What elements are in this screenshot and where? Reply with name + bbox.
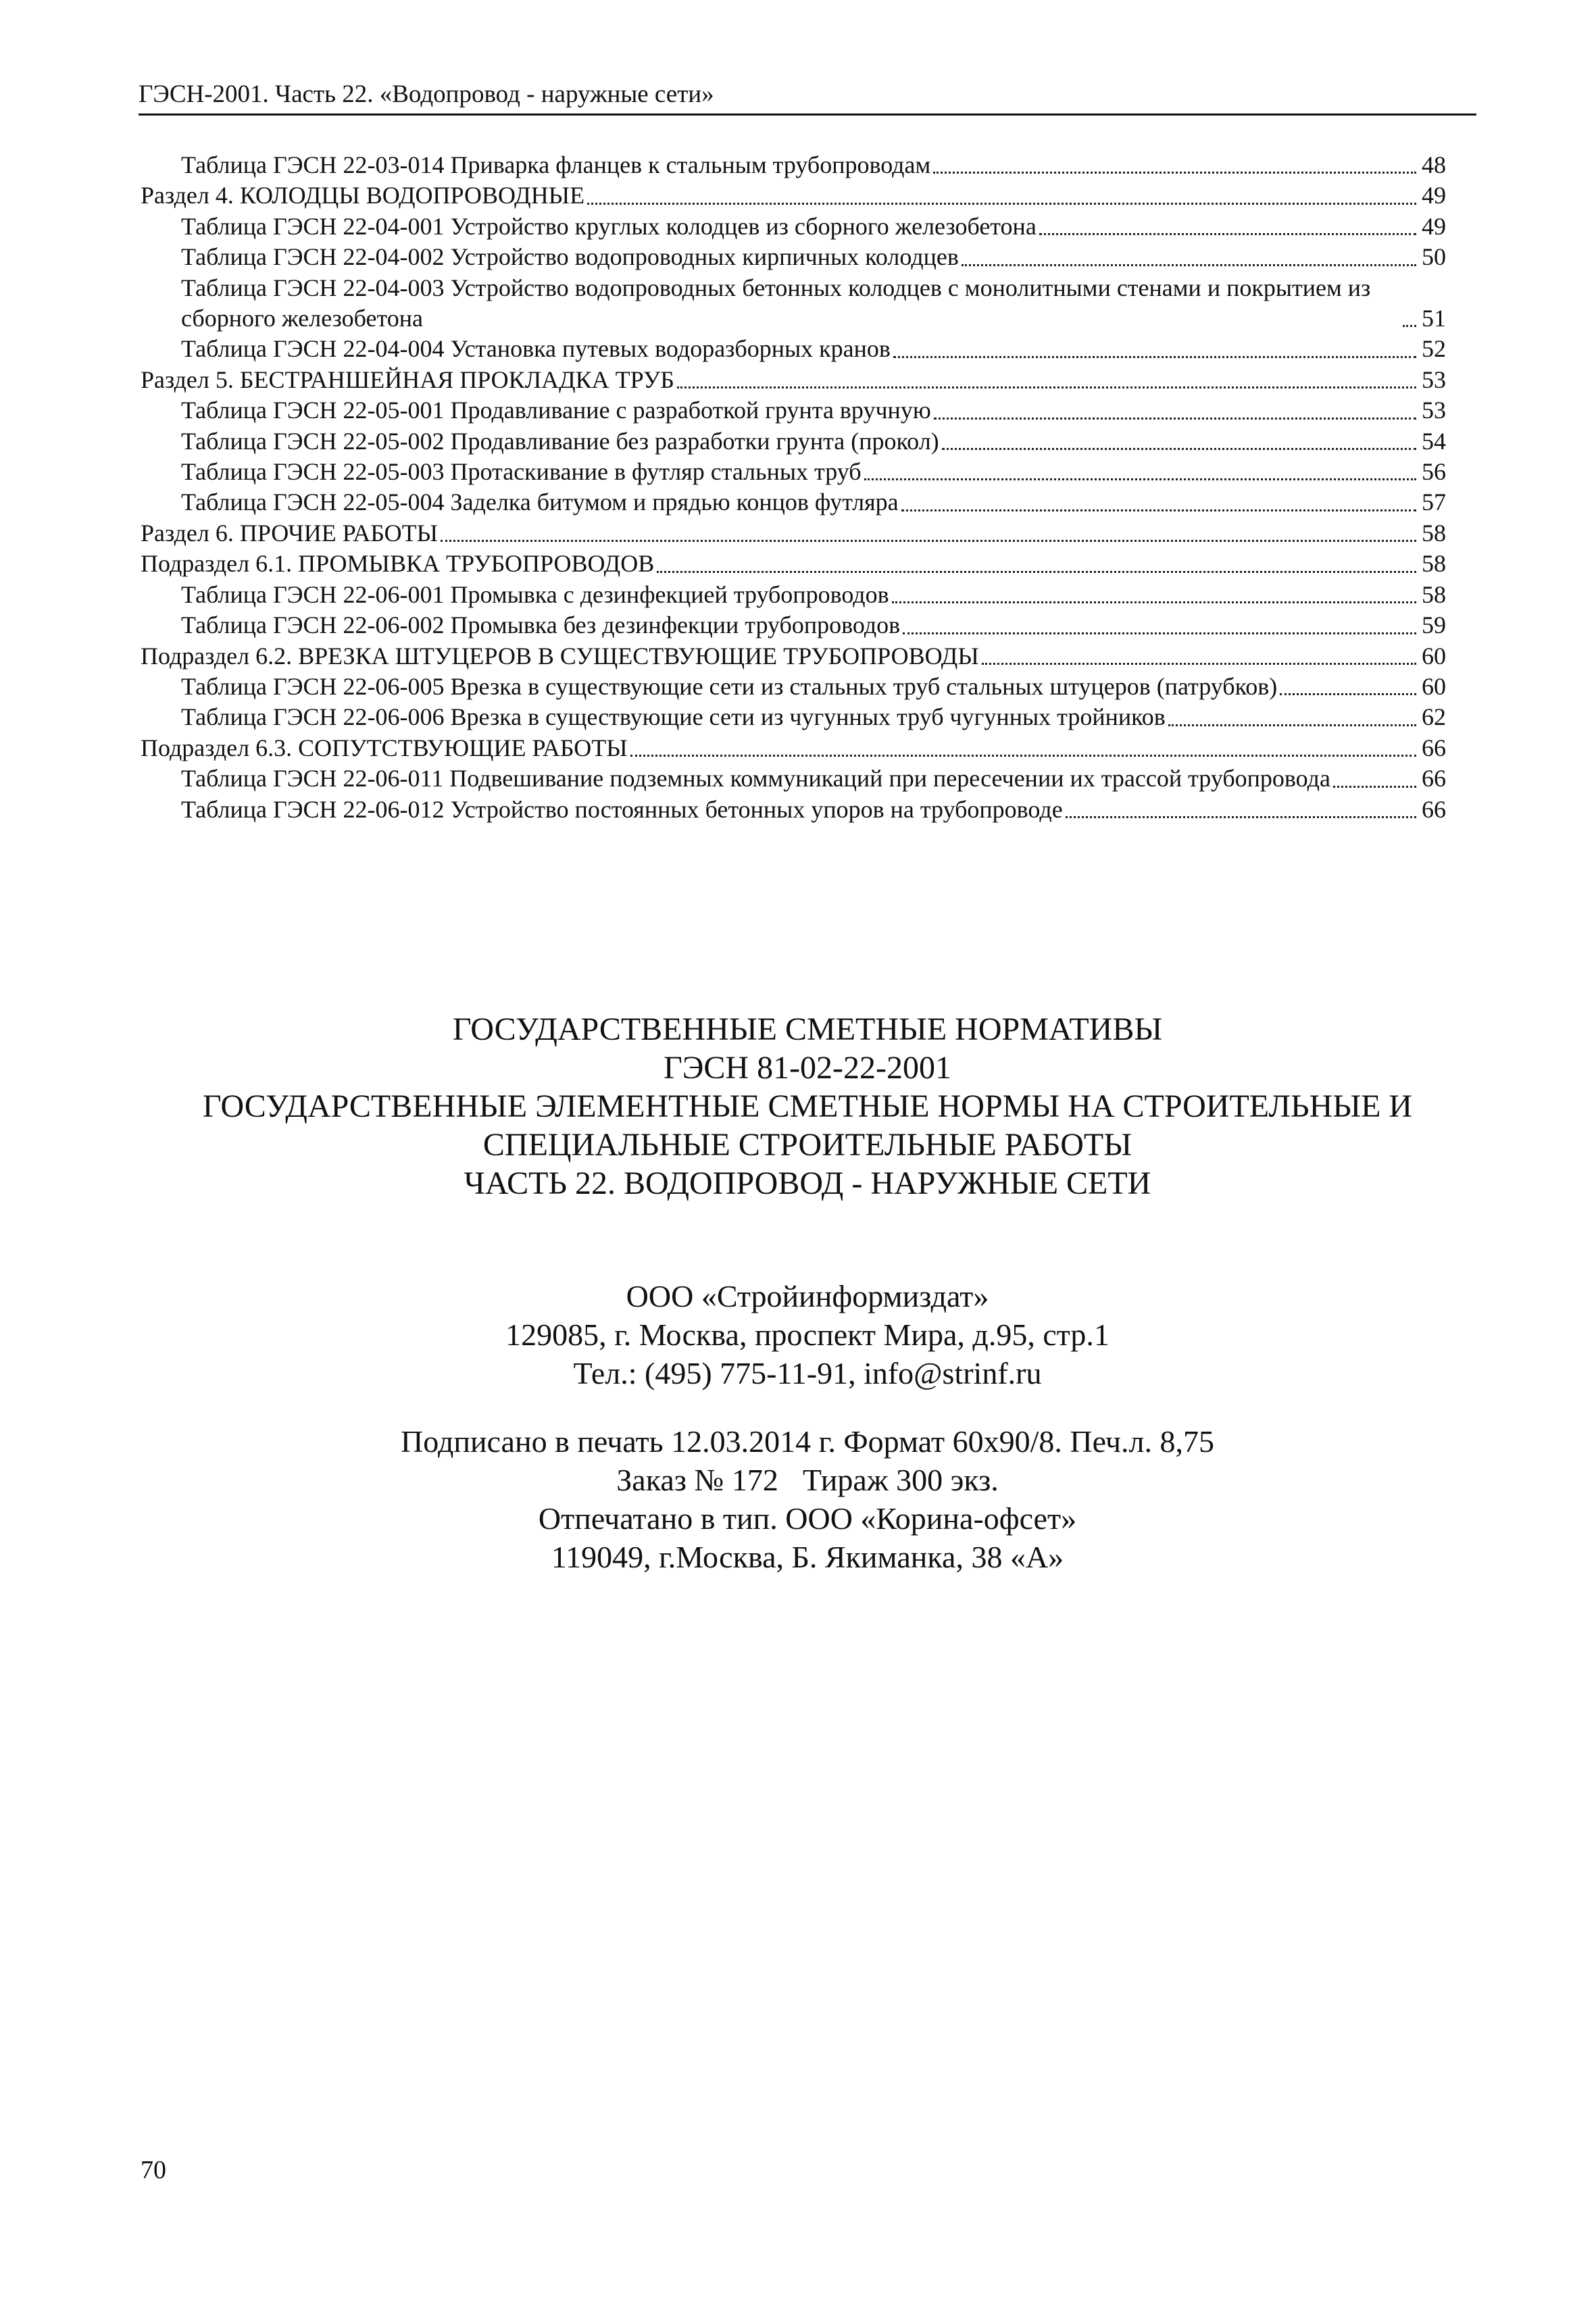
running-header: ГЭСН-2001. Часть 22. «Водопровод - наружные сети» [139,80,714,108]
toc-entry-title: Раздел 5. БЕСТРАНШЕЙНАЯ ПРОКЛАДКА ТРУБ [141,366,674,393]
toc-entry-title: Подраздел 6.1. ПРОМЫВКА ТРУБОПРОВОДОВ [141,550,655,578]
toc-entry [141,242,1446,272]
toc-entry-title: Таблица ГЭСН 22-04-002 Устройство водопроводных кирпичных колодцев [181,243,959,271]
toc-entry-page: 66 [1422,734,1446,761]
toc-dot-leader [933,172,1416,174]
toc-dot-leader [441,540,1416,542]
toc-entry [141,334,1446,364]
toc-dot-leader [587,203,1416,205]
toc-entry-page: 66 [1422,765,1446,793]
toc-entry-page: 59 [1422,611,1446,639]
toc-entry-title: Таблица ГЭСН 22-06-001 Промывка с дезинфекцией трубопроводов [181,580,889,608]
toc-entry-page: 49 [1422,182,1446,209]
toc-entry [141,641,1446,672]
publisher-contacts: Тел.: (495) 775-11-91, info@strinf.ru [573,1356,1042,1390]
imprint-circulation: Тираж 300 экз. [802,1463,999,1497]
toc-dot-leader [677,386,1416,388]
toc-entry [141,610,1446,640]
toc-entry-title: Таблица ГЭСН 22-04-003 Устройство водопроводных бетонных колодцев с монолитными стенами и покрытием из сборного железобетона [181,274,1371,332]
imprint-printer: Отпечатано в тип. ООО «Корина-офсет» [538,1501,1077,1536]
toc-entry-title: Таблица ГЭСН 22-03-014 Приварка фланцев к стальным трубопроводам [181,151,931,178]
imprint-signed: Подписано в печать 12.03.2014 г. Формат 60х90/8. Печ.л. 8,75 [401,1424,1214,1459]
toc-entry-title: Таблица ГЭСН 22-06-006 Врезка в существующие сети из чугунных труб чугунных тройников [181,703,1166,731]
toc-entry-title: Таблица ГЭСН 22-05-001 Продавливание с разработкой грунта вручную [181,397,931,424]
toc-entry [141,549,1446,579]
toc-entry-title: Раздел 6. ПРОЧИЕ РАБОТЫ [141,519,438,547]
toc-entry-title: Таблица ГЭСН 22-06-002 Промывка без дезинфекции трубопроводов [181,611,901,639]
imprint-printer-address: 119049, г.Москва, Б. Якиманка, 38 «А» [551,1540,1064,1574]
toc-dot-leader [901,509,1416,511]
toc-entry-page: 53 [1422,397,1446,424]
toc-dot-leader [1280,693,1416,695]
toc-entry-page: 53 [1422,366,1446,393]
toc-dot-leader [1039,233,1416,235]
toc-entry-page: 66 [1422,795,1446,823]
title-line: СПЕЦИАЛЬНЫЕ СТРОИТЕЛЬНЫЕ РАБОТЫ [482,1127,1132,1163]
toc-entry [141,365,1446,395]
toc-entry [141,395,1446,426]
toc-entry-title: Таблица ГЭСН 22-06-005 Врезка в существующие сети из стальных труб стальных штуцеров (патрубков) [181,672,1278,700]
toc-entry-title: Таблица ГЭСН 22-06-011 Подвешивание подземных коммуникаций при пересечении их трассой трубопровода [181,765,1330,793]
toc-entry [141,702,1446,732]
toc-entry-title: Таблица ГЭСН 22-05-003 Протаскивание в футляр стальных труб [181,458,862,486]
toc-dot-leader [962,264,1416,266]
toc-dot-leader [1066,816,1416,818]
toc-dot-leader [1168,724,1416,726]
imprint-order: Заказ № 172 [616,1463,778,1497]
toc-entry-page: 60 [1422,642,1446,670]
imprint-block [139,1422,1476,1576]
toc-dot-leader [1403,325,1416,327]
toc-entry [141,426,1446,457]
toc-entry-page: 58 [1422,519,1446,547]
toc-dot-leader [864,478,1416,480]
toc-entry-title: Подраздел 6.3. СОПУТСТВУЮЩИЕ РАБОТЫ [141,734,628,761]
toc-entry [141,487,1446,518]
toc-entry-page: 57 [1422,488,1446,516]
publisher-address: 129085, г. Москва, проспект Мира, д.95, стр.1 [505,1317,1109,1352]
toc-entry-title: Раздел 4. КОЛОДЦЫ ВОДОПРОВОДНЫЕ [141,182,585,209]
toc-entry-page: 48 [1422,151,1446,178]
page-number: 70 [141,2156,166,2184]
title-line: ГЭСН 81-02-22-2001 [663,1050,952,1086]
title-block [139,1010,1476,1203]
toc-entry-page: 56 [1422,458,1446,486]
toc-entry [141,150,1446,180]
toc-entry-title: Таблица ГЭСН 22-05-004 Заделка битумом и прядью концов футляра [181,488,899,516]
imprint-order-line [139,1461,1476,1499]
toc-entry-title: Таблица ГЭСН 22-05-002 Продавливание без разработки грунта (прокол) [181,427,939,455]
publisher-name: ООО «Стройинформиздат» [626,1279,989,1313]
toc-entry [141,672,1446,702]
toc-entry [141,763,1446,794]
title-line: ГОСУДАРСТВЕННЫЕ ЭЛЕМЕНТНЫЕ СМЕТНЫЕ НОРМЫ НА СТРОИТЕЛЬНЫЕ И [202,1088,1413,1124]
title-line: ГОСУДАРСТВЕННЫЕ СМЕТНЫЕ НОРМАТИВЫ [452,1011,1163,1047]
toc-dot-leader [1333,786,1416,788]
toc-entry [141,795,1446,825]
toc-dot-leader [982,663,1416,665]
toc-entry-page: 52 [1422,335,1446,363]
table-of-contents [141,150,1446,825]
toc-entry [141,518,1446,549]
publisher-block [139,1277,1476,1392]
toc-dot-leader [934,418,1416,420]
toc-entry-title: Подраздел 6.2. ВРЕЗКА ШТУЦЕРОВ В СУЩЕСТВУЮЩИЕ ТРУБОПРОВОДЫ [141,642,979,670]
toc-dot-leader [657,571,1416,573]
toc-dot-leader [893,356,1416,358]
toc-entry-page: 49 [1422,212,1446,240]
toc-entry [141,457,1446,487]
toc-dot-leader [892,601,1416,603]
toc-entry-page: 58 [1422,580,1446,608]
toc-dot-leader [942,448,1416,450]
toc-entry-page: 54 [1422,427,1446,455]
toc-entry [141,733,1446,763]
toc-entry-page: 51 [1422,305,1446,332]
toc-entry-page: 50 [1422,243,1446,271]
toc-entry-page: 58 [1422,550,1446,578]
toc-entry [141,580,1446,610]
toc-entry-title: Таблица ГЭСН 22-06-012 Устройство постоянных бетонных упоров на трубопроводе [181,795,1063,823]
toc-entry-page: 62 [1422,703,1446,731]
header-divider [139,114,1476,116]
toc-entry-title: Таблица ГЭСН 22-04-004 Установка путевых водоразборных кранов [181,335,891,363]
toc-dot-leader [630,755,1416,757]
toc-entry [141,273,1446,334]
toc-entry [141,180,1446,211]
toc-entry [141,211,1446,242]
toc-dot-leader [903,632,1416,634]
toc-entry-title: Таблица ГЭСН 22-04-001 Устройство круглых колодцев из сборного железобетона [181,212,1037,240]
toc-entry-page: 60 [1422,672,1446,700]
title-line: ЧАСТЬ 22. ВОДОПРОВОД - НАРУЖНЫЕ СЕТИ [464,1165,1151,1201]
